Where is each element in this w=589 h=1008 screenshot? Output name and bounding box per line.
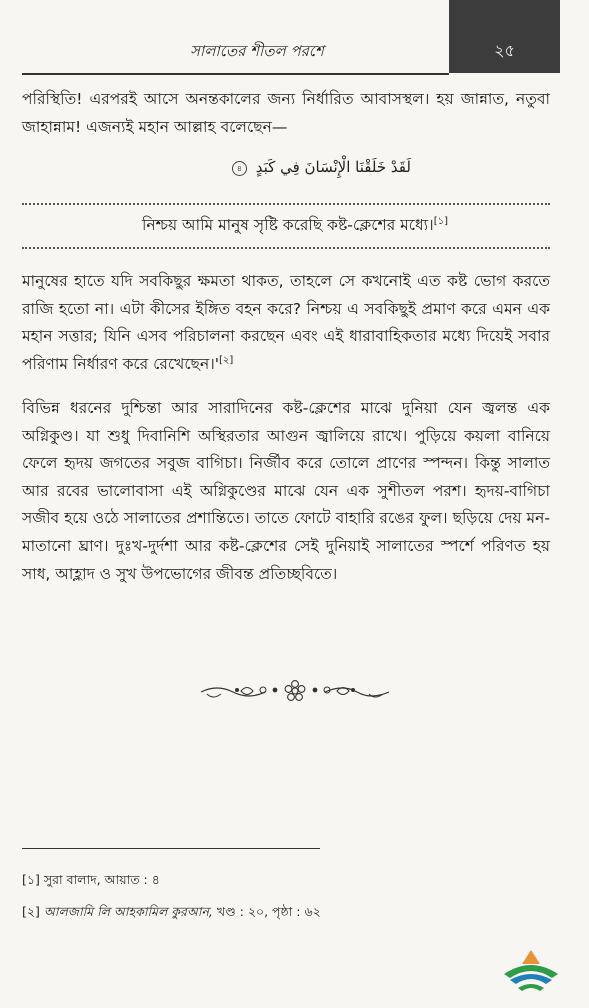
footnote-2-book: আলজামি লি আহকামিল কুরআন,: [43, 904, 213, 919]
header-rule: [22, 73, 449, 75]
translation-text: নিশ্চয় আমি মানুষ সৃষ্টি করেছি কষ্ট-ক্লেশের মধ্যে।: [141, 216, 434, 234]
footnote-2-rest: খণ্ড : ২০, পৃষ্ঠা : ৬২: [216, 904, 321, 919]
running-header: [0, 0, 589, 75]
footnote-ref-1[interactable]: [১]: [433, 215, 449, 227]
paragraph-1: পরিস্থিতি! এরপরই আসে অনন্তকালের জন্য নির্ধারিত আবাসস্থল। হয় জান্নাত, নতুবা জাহান্নাম! এজন্যই মহান আল্লাহ বলেছেন—: [22, 90, 550, 136]
arabic-verse-text: لَقَدْ خَلَقْنَا الْإِنْسَانَ فِي كَبَدٍ: [255, 158, 411, 176]
paragraph-2-text: মানুষের হাতে যদি সবকিছুর ক্ষমতা থাকত, তাহলে সে কখনোই এত কষ্ট ভোগ করতে রাজি হতো না। এটা কীসের ইঙ্গিত বহন করে? নিশ্চয় এ সবকিছুই প্রমাণ করে এমন এক মহান সত্তার; যিনি এসব পরিচালনা করছেন এবং এই ধারাবাহিকতার মধ্যে দিয়েই সবার পরিণাম নির্ধারণ করে রেখেছেন।': [22, 272, 550, 373]
footnote-2: [22, 904, 542, 924]
footnote-1-ref: [১]: [22, 872, 40, 887]
dotted-divider-top: [22, 203, 550, 205]
floral-ornament-icon: [197, 678, 393, 704]
paragraph-3: বিভিন্ন ধরনের দুশ্চিন্তা আর সারাদিনের কষ্ট-ক্লেশের মাঝে দুনিয়া যেন জ্বলন্ত এক অগ্নিকুণ্ড। যা শুধু দিবানিশি অস্থিরতার আগুন জ্বালিয়ে রাখে। পুড়িয়ে কয়লা বানিয়ে ফেলে হৃদয় জগতের সবুজ বাগিচা। নির্জীব করে তোলে প্রাণের স্পন্দন। কিন্তু সালাত আর রবের ভালোবাসা এই অগ্নিকুণ্ডের মাঝে যেন এক সুশীতল পরশ। হৃদয়-বাগিচা সজীব হয়ে ওঠে সালাতের প্রশান্তিতে। তাতে ফোটে বাহারি রঙের ফুল। ছড়িয়ে দেয় মন-মাতানো ঘ্রাণ। দুঃখ-দুর্দশা আর কষ্ট-ক্লেশের সেই দুনিয়াই সালাতের স্পর্শে পরিণত হয় সাধ, আহ্লাদ ও সুখ উপভোগের জীবন্ত প্রতিচ্ছবিতে।: [22, 399, 550, 583]
verse-translation: [60, 213, 530, 237]
footnote-2-ref: [২]: [22, 904, 40, 919]
footnote-1-text: সুরা বালাদ, আয়াত : ৪: [43, 872, 160, 887]
dotted-divider-bottom: [22, 247, 550, 249]
publisher-logo-icon: [500, 944, 562, 992]
footnote-separator: [22, 848, 320, 849]
paragraph-2: [22, 268, 550, 378]
page-number: ২৫: [494, 41, 515, 60]
ayah-number-icon: ৪: [232, 161, 247, 176]
footnote-1: [22, 872, 542, 892]
running-title: সালাতের শীতল পরশে: [190, 42, 324, 60]
page-number-tab: [449, 0, 560, 73]
footnote-ref-2[interactable]: [২]: [219, 354, 234, 366]
arabic-verse: [232, 158, 532, 176]
